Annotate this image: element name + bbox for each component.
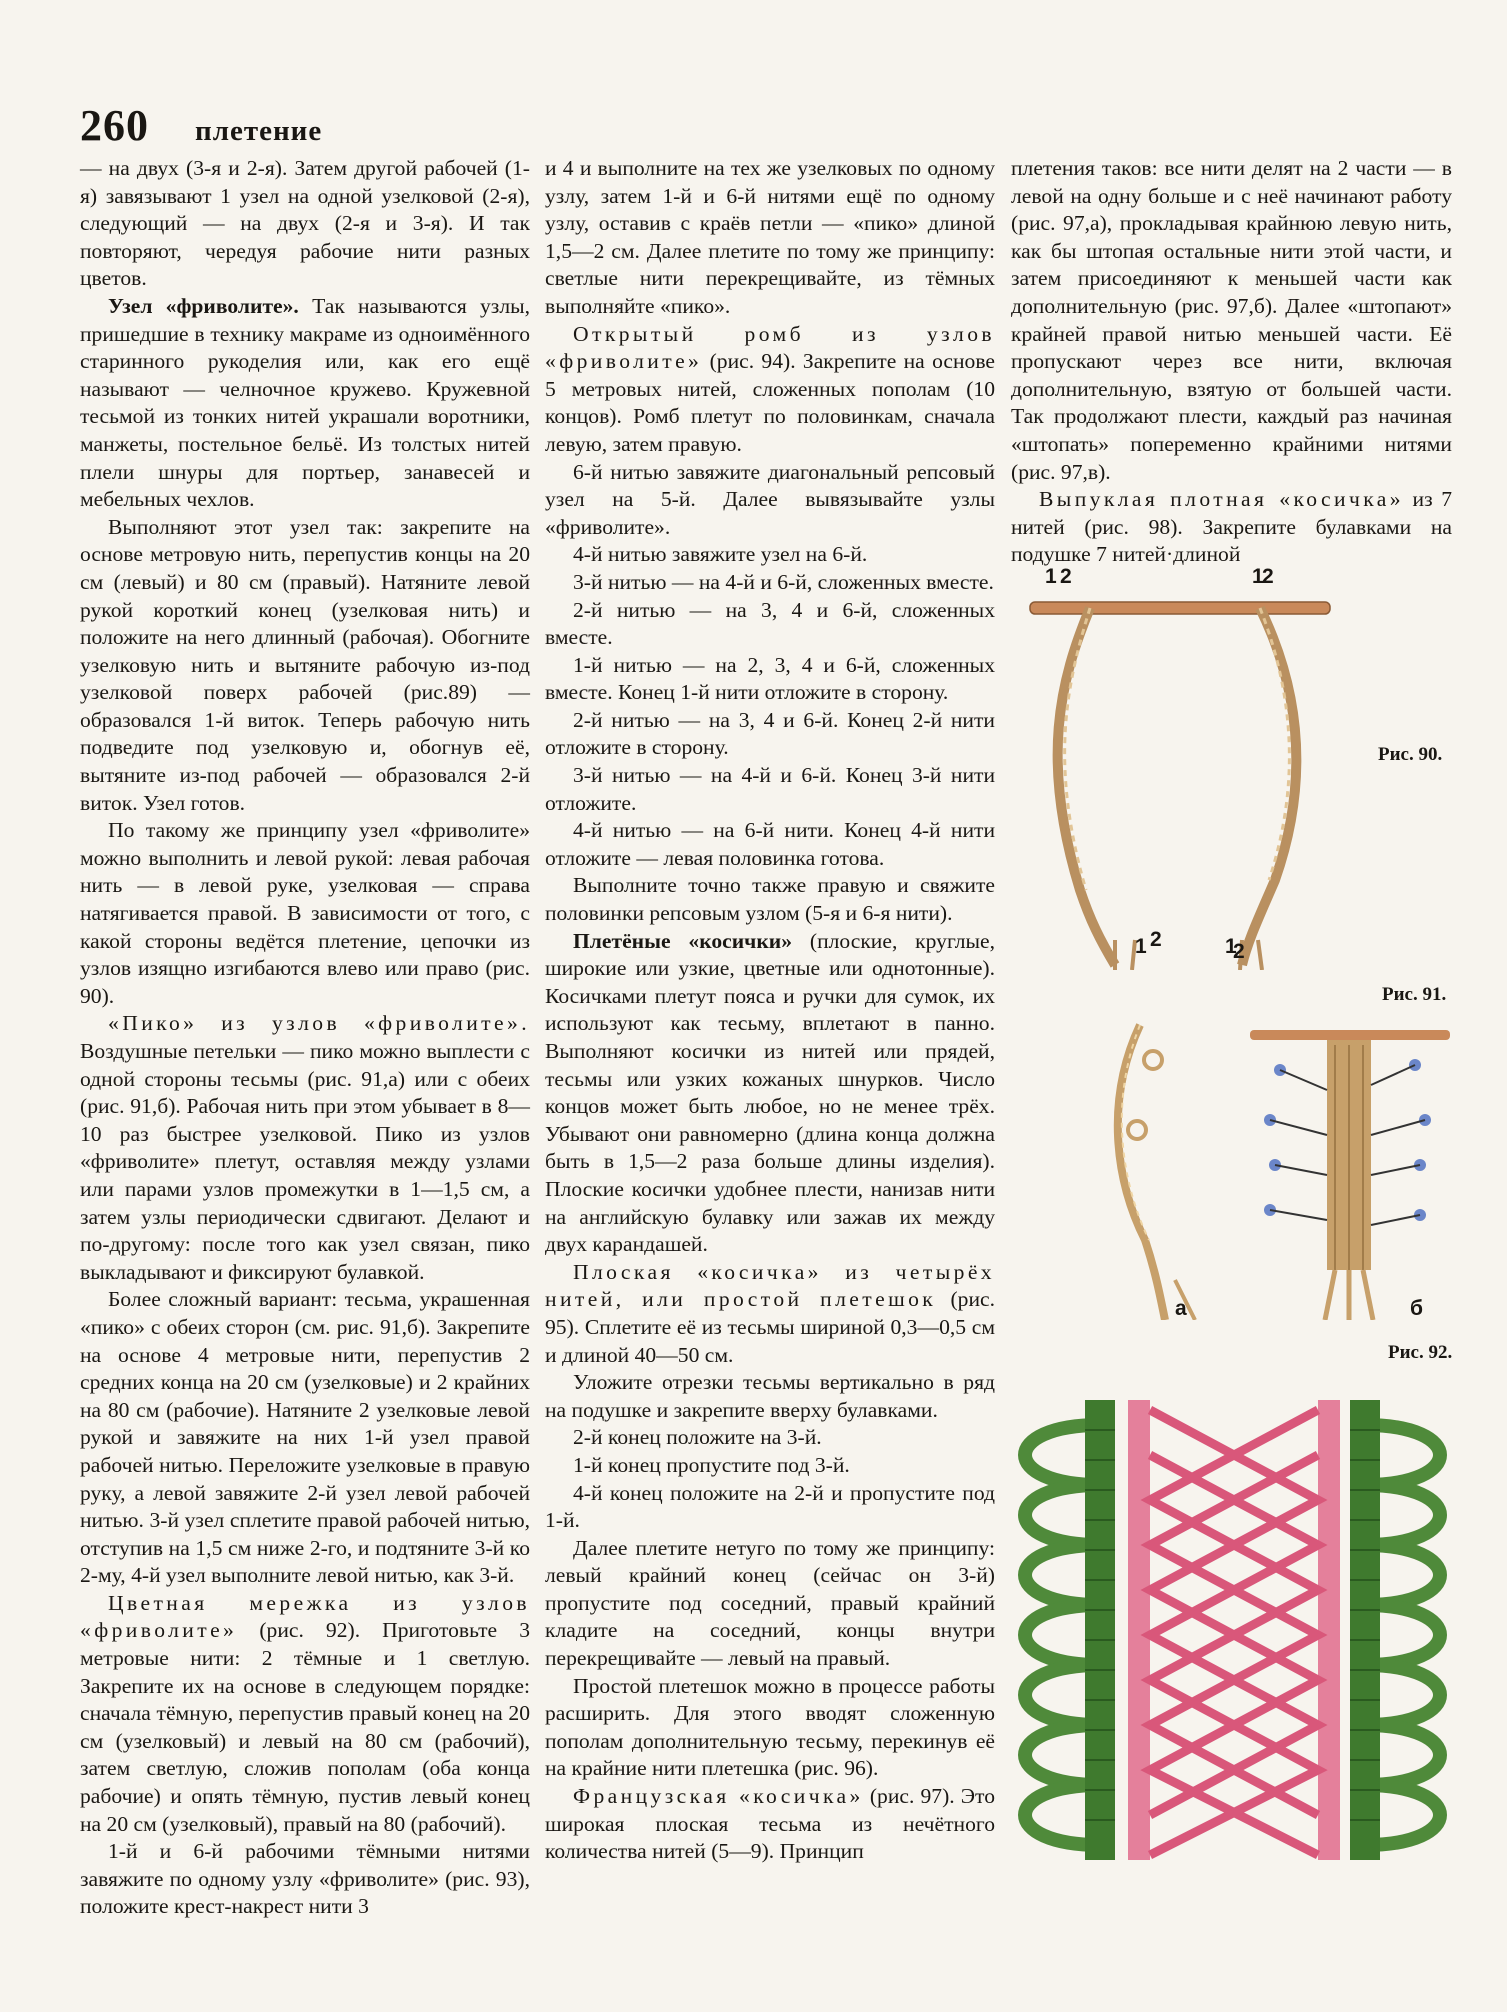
paragraph: Выполняют этот узел так: закрепите на основе метровую нить, перепустив концы на 20 см (левый) и 80 см (правый). Натяните левой рукой короткий конец (узелковая нить) и положите на него длинный (рабочая). Обогните узелковую нить и вытяните рабочую из-под узелковой поверх рабочей (рис.89) — образовался 1-й виток. Теперь рабочую нить подведите под узелковую и, обогнув её, вытяните из-под рабочей — образовался 2-й виток. Узел готов.: [80, 514, 530, 815]
figure-92b-illustration: [1245, 1025, 1455, 1320]
paragraph: Французская «косичка» (рис. 97). Это широкая плоская тесьма из нечётного количества нитей (5—9). Принцип: [545, 1784, 995, 1864]
page-number: 260: [80, 101, 149, 150]
paragraph: 1-й конец пропустите под 3-й.: [573, 1452, 850, 1477]
subheading: Открытый ромб из узлов «фриволите»: [545, 321, 995, 374]
thread-number-2: 2: [1233, 940, 1245, 963]
subheading: Плоская «косичка» из четырёх нитей, или простой плетешок: [545, 1259, 995, 1312]
figure-90-caption: Рис. 90.: [1378, 744, 1443, 765]
subfigure-label-b: б: [1410, 1297, 1423, 1320]
paragraph: 3-й нитью — на 4-й и 6-й. Конец 3-й нити отложите.: [545, 763, 995, 815]
paragraph: Далее плетите нетуго по тому же принципу: левый крайний конец (сейчас он 3-й) пропустите под соседний, правый крайний кладите на соседний, концы внутри перекрещивайте — левый на правый.: [545, 1535, 995, 1671]
paragraph: плетения таков: все нити делят на 2 части — в левой на одну больше и с неё начинают работу (рис. 97,а), прокладывая крайнюю левую нить, как бы штопая остальные нити этой части, и затем присоединяют к меньшей части как дополнительную (рис. 97,б). Далее «штопают» крайней правой нитью меньшей части. Её пропускают через все нити, включая дополнительную, взятую от большей части. Так продолжают плести, каждый раз начиная «штопать» попеременно крайними нитями (рис. 97,в).: [1011, 156, 1452, 484]
paragraph: 4-й нитью — на 6-й нити. Конец 4-й нити отложите — левая половинка готова.: [545, 818, 995, 870]
braid-illustration: [1010, 1390, 1460, 1860]
thread-number-1: 1: [1135, 935, 1147, 958]
subheading: «Пико» из узлов «фриволите».: [108, 1011, 530, 1036]
paragraph: Плетёные «косички» (плоские, круглые, широкие или узкие, цветные или однотонные). Косичками плетут пояса и ручки для сумок, их используют как тесьму, вплетают в панно. Выполняют косички из нитей или прядей, тесьмы или узких кожаных шнурков. Число концов может быть любое, но не менее трёх. Убывают они равномерно (длина конца должна быть в 1,5—2 раза больше длины изделия). Плоские косички удобнее плести, нанизав нити на английскую булавку или зажав их между двух карандашей.: [545, 928, 995, 1257]
paragraph: Открытый ромб из узлов «фриволите» (рис. 94). Закрепите на основе 5 метровых нитей, сложенных пополам (10 концов). Ромб плетут по половинкам, сначала левую, затем правую.: [545, 321, 995, 456]
paragraph: Плоская «косичка» из четырёх нитей, или простой плетешок (рис. 95). Сплетите её из тесьмы шириной 0,3—0,5 см и длиной 40—50 см.: [545, 1259, 995, 1367]
text-column-2: [545, 155, 995, 1866]
paragraph: 3-й нитью — на 4-й и 6-й, сложенных вместе.: [573, 569, 994, 594]
thread-number-2: 2: [1262, 565, 1274, 588]
figure-91-caption: Рис. 91.: [1382, 984, 1447, 1005]
paragraph: 1-й нитью — на 2, 3, 4 и 6-й, сложенных вместе. Конец 1-й нити отложите в сторону.: [545, 652, 995, 705]
thread-number-2: 2: [1060, 565, 1072, 588]
figure-92a-illustration: [1085, 1020, 1225, 1320]
subheading: Узел «фриволите».: [108, 293, 299, 318]
paragraph: 2-й конец положите на 3-й.: [573, 1425, 822, 1450]
text-column-3: [1011, 155, 1452, 569]
paragraph: Узел «фриволите». Так называются узлы, пришедшие в технику макраме из одноимённого старинного рукоделия или, как его ещё называют — челночное кружево. Кружевной тесьмой из тонких нитей украшали воротники, манжеты, постельное бельё. Из толстых нитей плели шнуры для портьер, занавесей и мебельных чехлов.: [80, 293, 530, 512]
paragraph: Более сложный вариант: тесьма, украшенная «пико» с обеих сторон (см. рис. 91,б). Закрепите на основе 4 метровые нити, перепустив 2 средних конца на 20 см (узелковые) и 2 крайних на 80 см (рабочие). Натяните 2 узелковые левой рукой и завяжите на них 1-й узел правой рабочей нитью. Переложите узелковые в правую руку, а левой завяжите 2-й узел левой рабочей нитью. 3-й узел сплетите правой рабочей нитью, отступив на 1,5 см ниже 2-го, и подтяните 3-й ко 2-му, 4-й узел выполните левой нитью, как 3-й.: [80, 1287, 530, 1588]
paragraph: 1-й и 6-й рабочими тёмными нитями завяжите по одному узлу «фриволите» (рис. 93), положите крест-накрест нити 3: [80, 1839, 530, 1919]
figure-92-caption: Рис. 92.: [1388, 1342, 1453, 1363]
paragraph: 4-й конец положите на 2-й и пропустите под 1-й.: [545, 1480, 995, 1533]
paragraph: 2-й нитью — на 3, 4 и 6-й, сложенных вместе.: [545, 597, 995, 650]
paragraph: 4-й нитью завяжите узел на 6-й.: [573, 542, 868, 567]
subheading: Выпуклая плотная «косичка»: [1039, 487, 1404, 512]
section-title: плетение: [195, 115, 323, 147]
subheading: Цветная мережка из узлов «фриволите»: [80, 1590, 530, 1643]
paragraph: Уложите отрезки тесьмы вертикально в ряд на подушке и закрепите вверху булавками.: [545, 1370, 995, 1422]
page-header: [80, 100, 322, 151]
paragraph: Выпуклая плотная «косичка» из 7 нитей (рис. 98). Закрепите булавками на подушке 7 нитей·длиной: [1011, 487, 1452, 567]
thread-number-1: 1: [1252, 565, 1264, 588]
paragraph: 6-й нитью завяжите диагональный репсовый узел на 5-й. Далее вывязывайте узлы «фриволите».: [545, 459, 995, 539]
paragraph: и 4 и выполните на тех же узелковых по одному узлу, затем 1-й и 6-й нитями ещё по одному узлу, оставив с краёв петли — «пико» длиной 1,5—2 см. Далее плетите по тому же принципу: светлые нити перекрещивайте, из тёмных выполняйте «пико».: [545, 156, 995, 318]
subfigure-label-a: а: [1175, 1297, 1187, 1320]
text-column-1: [80, 155, 530, 1921]
paragraph: — на двух (3-я и 2-я). Затем другой рабочей (1-я) завязывают 1 узел на одной узелковой (2-я), следующий — на двух (2-я и 3-я). И так повторяют, чередуя рабочие нити разных цветов.: [80, 156, 530, 291]
thread-number-2: 2: [1150, 928, 1162, 951]
thread-number-1: 1: [1225, 935, 1237, 958]
thread-number-1: 1: [1045, 565, 1057, 588]
paragraph: «Пико» из узлов «фриволите». Воздушные петельки — пико можно выплести с одной стороны тесьмы (рис. 91,а) или с обеих (рис. 91,б). Рабочая нить при этом убывает в 8—10 раз быстрее узелковой. Пико из узлов «фриволите» плетут, оставляя между узлами или парами узлов промежутки в 1—1,5 см, а затем узлы периодически сдвигают. Делают и по-другому: после того как узел связан, пико выкладывают и фиксируют булавкой.: [80, 1011, 530, 1284]
paragraph: Простой плетешок можно в процессе работы расширить. Для этого вводят сложенную пополам дополнительную тесьму, перекинув её на крайние нити плетешка (рис. 96).: [545, 1673, 995, 1781]
paragraph: Цветная мережка из узлов «фриволите» (рис. 92). Приготовьте 3 метровые нити: 2 тёмные и 1 светлую. Закрепите их на основе в следующем порядке: сначала тёмную, перепустив правый конец на 20 см (узелковый) и левый на 80 см (рабочий), затем светлую, сложив пополам (оба конца рабочие) и опять тёмную, пустив левый конец на 20 см (узелковый), правый на 80 (рабочий).: [80, 1590, 530, 1836]
subheading: Плетёные «косички»: [573, 928, 793, 953]
paragraph: 2-й нитью — на 3, 4 и 6-й. Конец 2-й нити отложите в сторону.: [545, 707, 995, 760]
paragraph: По такому же принципу узел «фриволите» можно выполнить и левой рукой: левая рабочая нить — в левой руке, узелковая — справа натягивается правой. В зависимости от того, с какой стороны ведётся плетение, цепочки из узлов изящно изгибаются влево или право (рис. 90).: [80, 818, 530, 1008]
figure-90-illustration: [1020, 560, 1350, 970]
subheading: Французская «косичка»: [573, 1784, 864, 1809]
paragraph: Выполните точно также правую и свяжите половинки репсовым узлом (5-я и 6-я нити).: [545, 873, 995, 926]
